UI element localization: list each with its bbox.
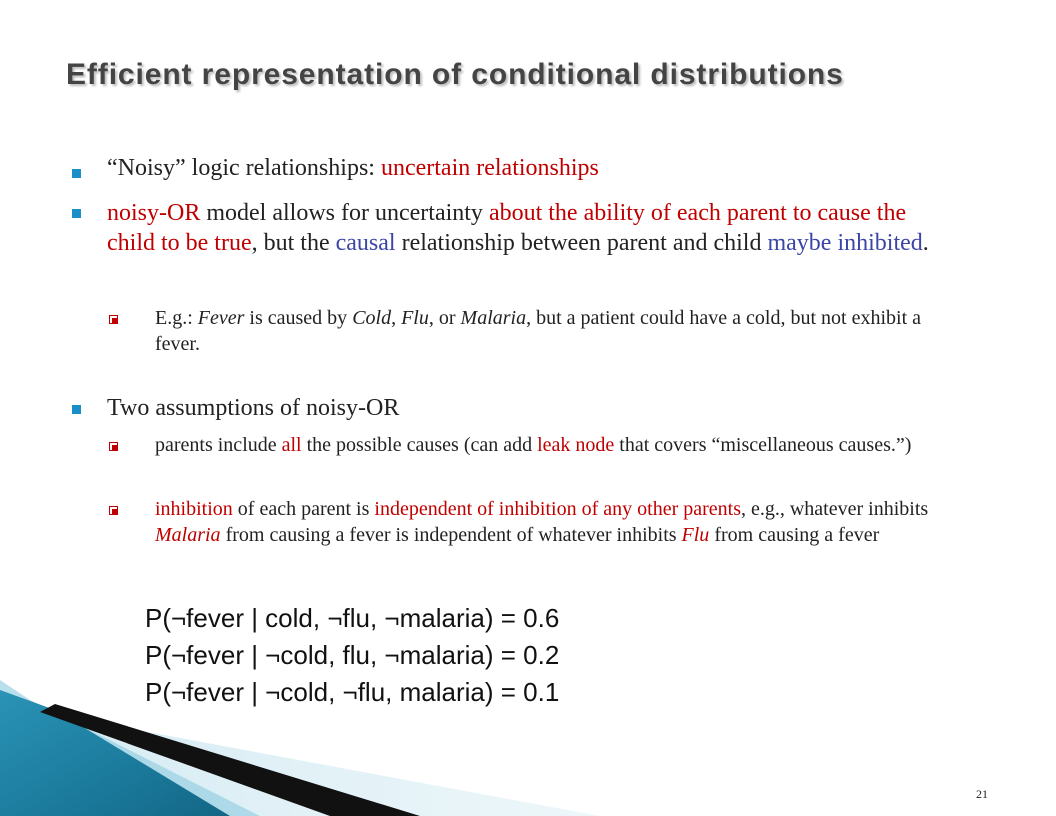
sub-bullet-marker [109,442,118,451]
bullet-text: from causing a fever is independent of whatever inhibits [220,524,682,546]
bullet-text: , e.g., whatever inhibits [740,498,929,520]
highlight-text: uncertain relationships [380,155,599,181]
bullet-text: the possible causes (can add [301,434,538,456]
highlight-text: leak node [537,434,615,456]
highlight-text: maybe inhibited [767,230,923,256]
equation-line: P(¬fever | ¬cold, flu, ¬malaria) = 0.2 [145,640,560,670]
sub-bullet-example [155,305,955,357]
equation-line: P(¬fever | ¬cold, ¬flu, malaria) = 0.1 [145,677,560,707]
highlight-text: noisy-OR [107,200,201,226]
bullet-text: , but a patient could have a cold, but not exhibit a fever. [155,307,922,355]
bullet-text: of each parent is [232,498,375,520]
sub-bullet-parents-include [155,432,955,458]
italic-term: Malaria [155,524,221,546]
slide-title: Efficient representation of conditional distributions [66,58,844,91]
highlight-text: independent of inhibition of any other parents [374,498,741,520]
bullet-text: relationship between parent and child [395,230,768,256]
equation-block [145,600,559,711]
highlight-text: inhibition [155,498,233,520]
sub-bullet-marker [109,315,118,324]
equation-line: P(¬fever | cold, ¬flu, ¬malaria) = 0.6 [145,603,560,633]
bullet-noisy-or-model [107,198,937,258]
italic-term: Flu [401,307,429,329]
bullet-marker [72,405,81,414]
sub-bullet-inhibition [155,496,965,548]
bullet-text: parents include [155,434,282,456]
bullet-text: . [922,230,929,256]
bullet-noisy-logic [107,153,599,183]
bullet-text: “Noisy” logic relationships: [107,155,381,181]
highlight-text: all [281,434,302,456]
bullet-text: that covers “miscellaneous causes.”) [614,434,912,456]
bullet-text: , [391,307,402,329]
page-number: 21 [976,787,988,801]
italic-term: Malaria [460,307,527,329]
sub-bullet-marker [109,506,118,515]
italic-term: Fever [197,307,245,329]
italic-term: Cold [352,307,392,329]
bullet-marker [72,209,81,218]
bullet-two-assumptions: Two assumptions of noisy-OR [107,395,400,421]
bullet-marker [72,169,81,178]
bullet-text: is caused by [244,307,353,329]
highlight-text: causal [335,230,396,256]
bullet-text: , or [428,307,461,329]
bullet-text: from causing a fever [709,524,880,546]
bullet-text: , but the [251,230,336,256]
bullet-text: E.g.: [155,307,198,329]
bullet-text: model allows for uncertainty [200,200,489,226]
italic-term: Flu [681,524,710,546]
highlight-text: about the ability of each parent to cause the child to be true [107,200,907,256]
